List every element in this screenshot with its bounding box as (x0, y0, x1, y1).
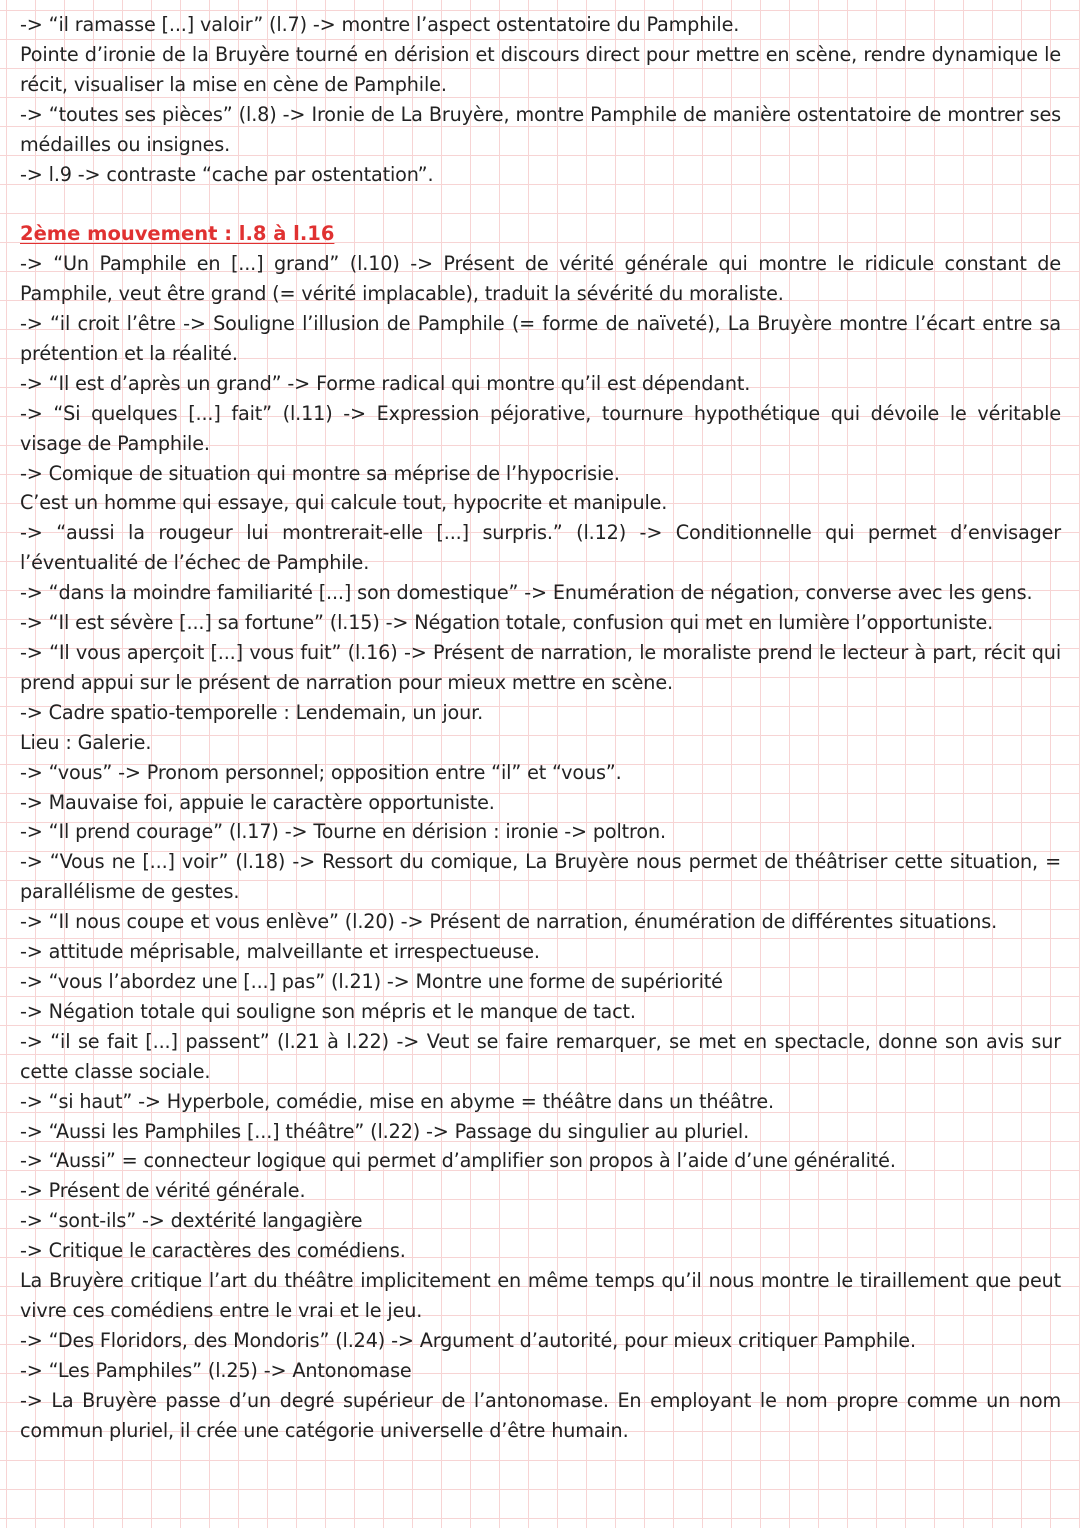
note-line: -> “vous l’abordez une [...] pas” (l.21) -> Montre une forme de supériorité (20, 969, 723, 993)
note-line: C’est un homme qui essaye, qui calcule tout, hypocrite et manipule. (20, 491, 668, 515)
note-line: -> La Bruyère passe d’un degré supérieur de l’antonomase. En employant le nom propre comme un nom commun pluriel, il crée une catégorie universelle d’être humain. (20, 1388, 1061, 1442)
note-line: -> “Aussi les Pamphiles [...] théâtre” (l.22) -> Passage du singulier au pluriel. (20, 1119, 750, 1143)
note-line: -> “Si quelques [...] fait” (l.11) -> Expression péjorative, tournure hypothétique qui dévoile le véritable visage de Pamphile. (20, 401, 1061, 455)
note-line: -> “il ramasse [...] valoir” (l.7) -> montre l’aspect ostentatoire du Pamphile. (20, 13, 740, 36)
note-line: Lieu : Galerie. (20, 730, 152, 754)
note-line: -> Critique le caractères des comédiens. (20, 1239, 406, 1263)
note-line: -> Négation totale qui souligne son mépris et le manque de tact. (20, 999, 636, 1023)
note-line: -> “Vous ne [...] voir” (l.18) -> Ressort du comique, La Bruyère nous permet de théâtriser cette situation, = parallélisme de gestes. (20, 850, 1061, 904)
note-line: -> Présent de vérité générale. (20, 1179, 306, 1203)
note-line: -> “sont-ils” -> dextérité langagière (20, 1209, 363, 1233)
note-line: -> “dans la moindre familiarité [...] son domestique” -> Enumération de négation, converse avec les gens. (20, 581, 1033, 605)
note-line: -> “Il prend courage” (l.17) -> Tourne en dérision : ironie -> poltron. (20, 820, 666, 844)
note-line: -> “Aussi” = connecteur logique qui permet d’amplifier son propos à l’aide d’une généralité. (20, 1149, 896, 1173)
blank-line (20, 189, 1061, 219)
note-line: -> l.9 -> contraste “cache par ostentation”. (20, 162, 434, 186)
note-line: -> “vous” -> Pronom personnel; opposition entre “il” et “vous”. (20, 760, 622, 784)
note-line: -> “Les Pamphiles” (l.25) -> Antonomase (20, 1358, 412, 1382)
section-heading: 2ème mouvement : l.8 à l.16 (20, 222, 335, 246)
note-line: -> “Il est sévère [...] sa fortune” (l.15) -> Négation totale, confusion qui met en lumière l’opportuniste. (20, 611, 994, 635)
note-line: -> “Il nous coupe et vous enlève” (l.20) -> Présent de narration, énumération de différentes situations. (20, 910, 998, 934)
note-line: -> “Des Floridors, des Mondoris” (l.24) -> Argument d’autorité, pour mieux critiquer Pamphile. (20, 1328, 916, 1352)
note-line: -> “Il est d’après un grand” -> Forme radical qui montre qu’il est dépendant. (20, 371, 751, 395)
notes-page (20, 10, 1061, 1445)
note-line: -> “Il vous aperçoit [...] vous fuit” (l.16) -> Présent de narration, le moraliste prend le lecteur à part, récit qui prend appui sur le présent de narration pour mieux mettre en scène. (20, 641, 1061, 694)
note-line: -> “toutes ses pièces” (l.8) -> Ironie de La Bruyère, montre Pamphile de manière ostentatoire de montrer ses médailles ou insignes. (20, 102, 1061, 156)
note-line: -> “aussi la rougeur lui montrerait-elle [...] surpris.” (l.12) -> Conditionnelle qui permet d’envisager l’éventualité de l’échec de Pamphile. (20, 521, 1061, 575)
note-line: -> “Un Pamphile en [...] grand” (l.10) -> Présent de vérité générale qui montre le ridicule constant de Pamphile, veut être grand (= vérité implacable), traduit la sévérité du moraliste. (20, 252, 1061, 306)
note-line: -> “il croit l’être -> Souligne l’illusion de Pamphile (= forme de naïveté), La Bruyère montre l’écart entre sa prétention et la réalité. (20, 312, 1061, 365)
note-line: -> Cadre spatio-temporelle : Lendemain, un jour. (20, 700, 484, 724)
note-line: La Bruyère critique l’art du théâtre implicitement en même temps qu’il nous montre le tiraillement que peut vivre ces comédiens entre le vrai et le jeu. (20, 1269, 1061, 1322)
note-line: -> Mauvaise foi, appuie le caractère opportuniste. (20, 790, 495, 814)
note-line: -> “il se fait [...] passent” (l.21 à l.22) -> Veut se faire remarquer, se met en spectacle, donne son avis sur cette classe sociale. (20, 1029, 1061, 1083)
note-line: -> attitude méprisable, malveillante et irrespectueuse. (20, 940, 540, 964)
note-line: Pointe d’ironie de la Bruyère tourné en dérision et discours direct pour mettre en scène, rendre dynamique le récit, visualiser la mise en cène de Pamphile. (20, 42, 1061, 96)
note-line: -> Comique de situation qui montre sa méprise de l’hypocrisie. (20, 461, 620, 485)
note-line: -> “si haut” -> Hyperbole, comédie, mise en abyme = théâtre dans un théâtre. (20, 1089, 774, 1113)
